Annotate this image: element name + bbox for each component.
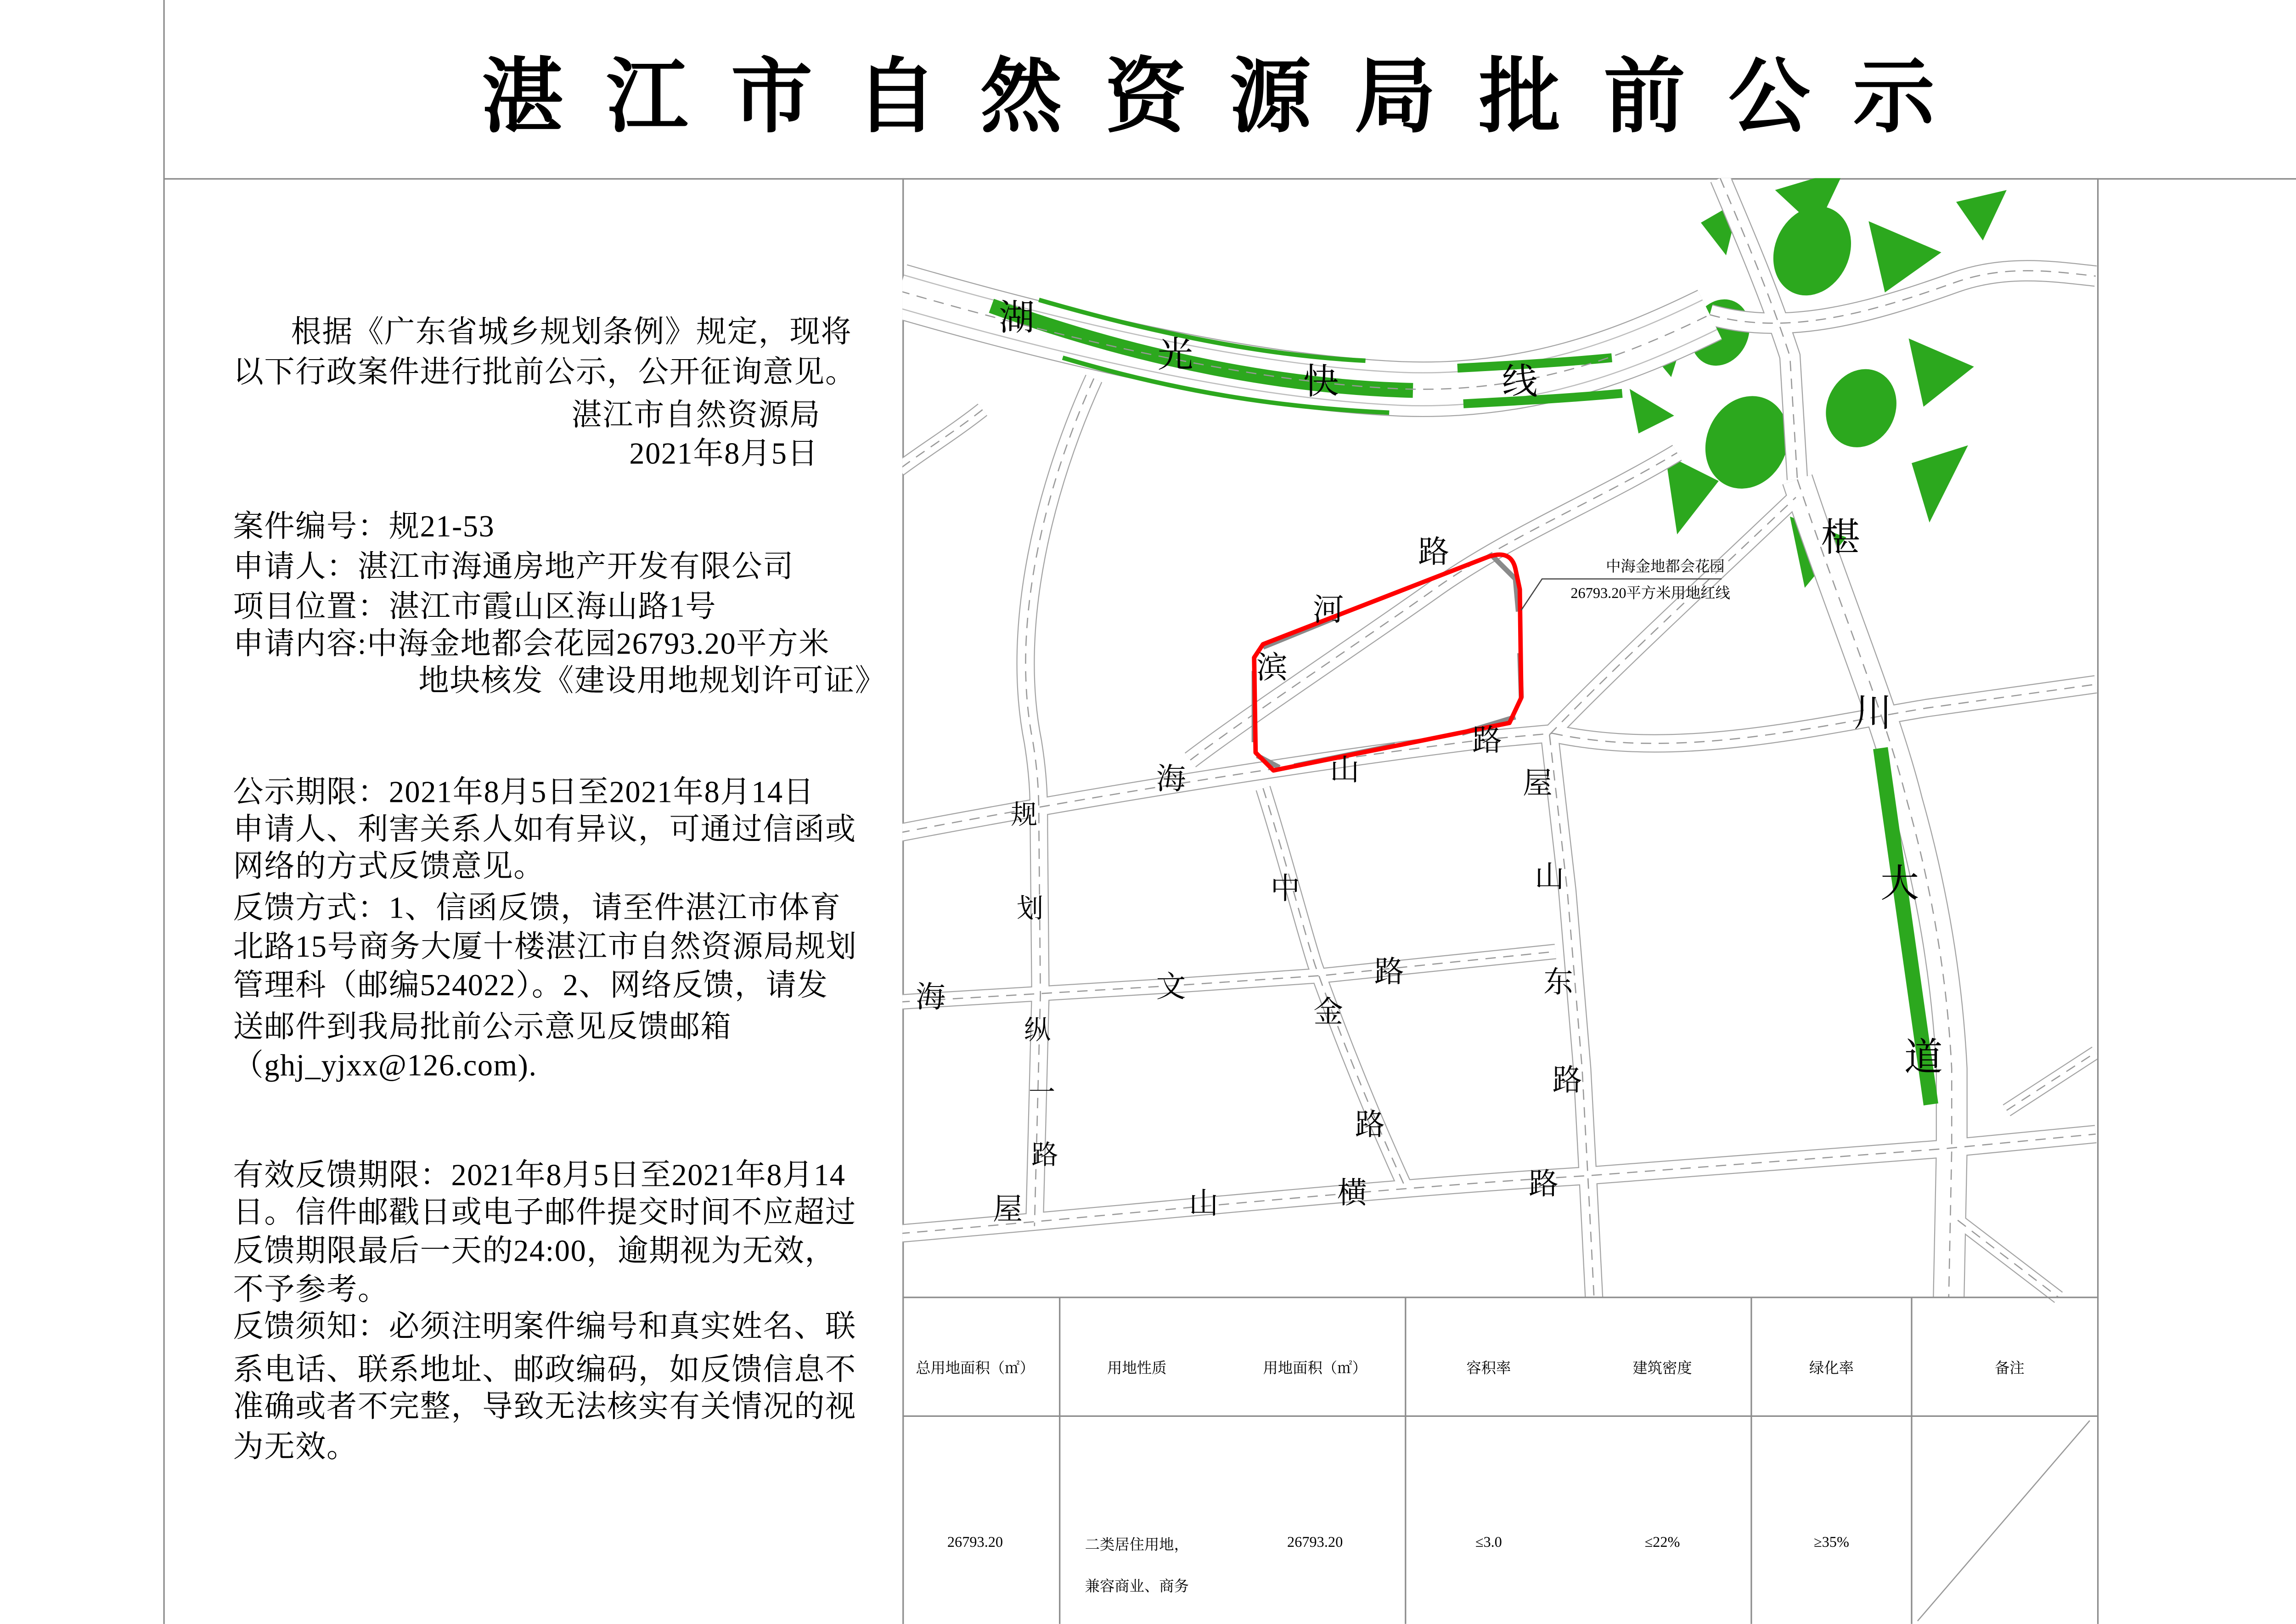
notice-line: 案件编号：规21-53: [233, 511, 495, 544]
notice-line: 系电话、联系地址、邮政编码，如反馈信息不: [233, 1354, 856, 1387]
table-header: 总用地面积（㎡）: [916, 1361, 1035, 1378]
road-name-char: 椹: [1821, 516, 1860, 560]
road-name-char: 屋: [1523, 768, 1553, 801]
table-header: 绿化率: [1809, 1361, 1854, 1378]
road-haiwen-road: [902, 952, 1555, 1002]
road-name-char: 金: [1313, 996, 1344, 1029]
table-header: 容积率: [1466, 1361, 1511, 1378]
notice-line: 北路15号商务大厦十楼湛江市自然资源局规划: [233, 931, 857, 964]
notice-line: 湛江市自然资源局: [571, 400, 821, 433]
notice-line: 有效反馈期限：2021年8月5日至2021年8月14: [233, 1160, 846, 1193]
notice-line: 以下行政案件进行批前公示，公开征询意见。: [233, 356, 856, 390]
road-centerline: [1797, 479, 1952, 1297]
notice-line: 日。信件邮戳日或电子邮件提交时间不应超过: [233, 1197, 856, 1230]
table-header: 用地面积（㎡）: [1263, 1361, 1367, 1378]
road-name-char: 划: [1016, 893, 1044, 924]
road-name-char: 快: [1303, 364, 1339, 403]
road-ramp-west: [902, 410, 983, 469]
notice-line: 管理科（邮编524022）。2、网络反馈，请发: [233, 970, 828, 1003]
interchange-green-leaf: [1813, 357, 1909, 459]
page-title: 湛江市自然资源局批前公示: [481, 52, 1978, 143]
table-cell-value: 26793.20: [1287, 1535, 1343, 1551]
road-name-char: 湖: [999, 300, 1035, 339]
road-name-char: 纵: [1024, 1015, 1051, 1045]
road-name-char: 光: [1158, 337, 1193, 376]
left-margin-line: [163, 0, 165, 1624]
table-cell-value: 26793.20: [947, 1535, 1003, 1551]
road-name-char: 河: [1312, 592, 1344, 628]
road-name-char: 路: [1552, 1065, 1582, 1098]
map-right-border: [2097, 178, 2099, 1624]
notice-line: 公示期限：2021年8月5日至2021年8月14日: [233, 777, 815, 810]
road-name-char: 路: [1472, 725, 1502, 758]
notice-line: 项目位置：湛江市霞山区海山路1号: [233, 591, 717, 624]
road-name-char: 横: [1337, 1178, 1367, 1211]
road-name-char: 中: [1270, 873, 1300, 906]
notice-line: 为无效。: [233, 1432, 358, 1465]
road-name-char: 山: [1534, 861, 1564, 894]
road-name-char: 路: [1529, 1168, 1559, 1201]
road-name-char: 路: [1374, 956, 1404, 989]
notice-line: 送邮件到我局批前公示意见反馈邮箱: [233, 1011, 732, 1044]
notice-line: 申请人：湛江市海通房地产开发有限公司: [233, 551, 794, 584]
road-name-char: 海: [916, 981, 945, 1015]
road-centerline: [1958, 1220, 2059, 1297]
road-name-char: 山: [1329, 755, 1360, 788]
interchange-green-triangle: [1908, 338, 1974, 407]
road-name-char: 一: [1028, 1077, 1056, 1108]
interchange-green-triangle: [1956, 190, 2007, 241]
road-binhe-road: [1190, 453, 1677, 760]
table-cell-value: 二类居住用地，: [1085, 1538, 1189, 1554]
road-name-char: 大: [1880, 862, 1919, 906]
road-wushan-heng-road: [902, 1134, 2096, 1234]
table-cell-value: 兼容商业、商务: [1085, 1579, 1189, 1596]
road-name-char: 道: [1904, 1036, 1943, 1079]
notice-line: 反馈期限最后一天的24:00，逾期视为无效，: [233, 1235, 836, 1269]
table-header: 备注: [1994, 1361, 2025, 1378]
notice-line: 准确或者不完整，导致无法核实有关情况的视: [233, 1391, 856, 1424]
table-cell-value: ≤3.0: [1475, 1535, 1502, 1551]
road-name-char: 路: [1031, 1140, 1058, 1170]
notice-line: 反馈须知：必须注明案件编号和真实姓名、联: [233, 1311, 856, 1344]
table-cell-value: ≥35%: [1813, 1535, 1849, 1551]
notice-line: 根据《广东省城乡规划条例》规定，现将: [291, 316, 852, 350]
road-name-char: 山: [1188, 1188, 1219, 1221]
road-name-char: 川: [1853, 692, 1892, 735]
notice-line: 申请内容:中海金地都会花园26793.20平方米: [233, 628, 830, 661]
road-name-char: 屋: [993, 1194, 1023, 1227]
table-header: 用地性质: [1107, 1361, 1167, 1378]
road-name-char: 路: [1355, 1109, 1385, 1142]
notice-line: 地块核发《建设用地规划许可证》: [418, 665, 886, 699]
interchange-green-triangle: [1630, 389, 1674, 434]
road-name-char: 规: [1011, 800, 1038, 830]
interchange-green-triangle: [1912, 445, 1968, 523]
road-name-char: 文: [1156, 971, 1186, 1004]
parcel-label-name: 中海金地都会花园: [1606, 559, 1725, 576]
road-haishan-road-west: [902, 733, 1553, 833]
road-name-char: 路: [1418, 534, 1450, 570]
road-name-char: 滨: [1256, 650, 1288, 686]
road-wushan-east-road: [1549, 735, 1594, 1297]
notice-line: 不予参考。: [233, 1274, 389, 1307]
notice-line: 网络的方式反馈意见。: [233, 851, 545, 884]
notice-line: 2021年8月5日: [629, 438, 819, 471]
table-header: 建筑密度: [1632, 1361, 1692, 1378]
parcel-label-area: 26793.20平方米用地红线: [1570, 586, 1730, 603]
table-empty-cell-slash: [1918, 1421, 2090, 1621]
road-name-char: 线: [1502, 364, 1538, 403]
notice-line: 反馈方式：1、信函反馈，请至件湛江市体育: [233, 892, 841, 925]
road-name-char: 东: [1543, 967, 1574, 1000]
road-name-char: 海: [1156, 763, 1186, 796]
notice-line: 申请人、利害关系人如有异议，可通过信函或: [233, 814, 856, 847]
notice-line: （ghj_yjxx@126.com).: [233, 1050, 537, 1083]
table-cell-value: ≤22%: [1644, 1535, 1680, 1551]
